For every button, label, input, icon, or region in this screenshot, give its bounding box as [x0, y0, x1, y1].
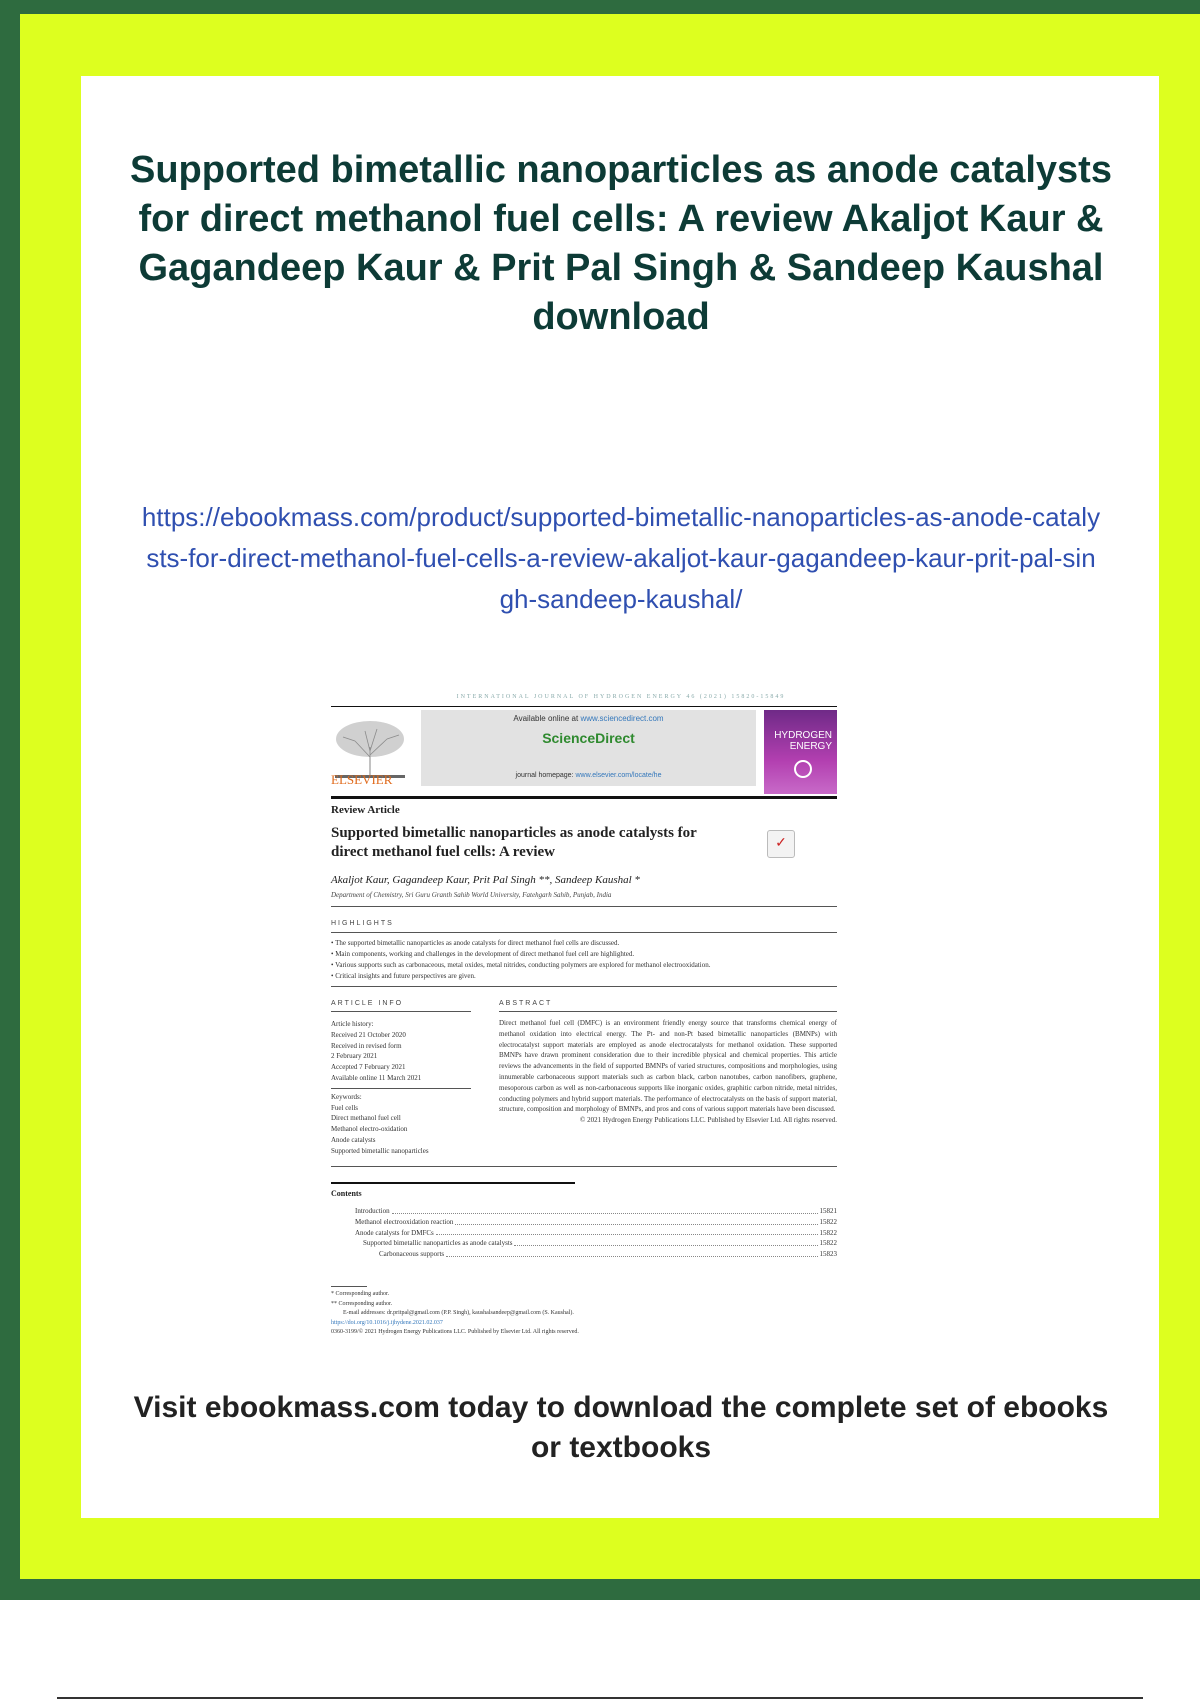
journal-line: INTERNATIONAL JOURNAL OF HYDROGEN ENERGY 46 (2021) 15820-15849 — [456, 694, 786, 700]
article-history: Article history: Received 21 October 2020 Received in revised form 2 February 2021 Accepted 7 February 2021 Available online 11 March 2021 — [331, 1020, 422, 1082]
toc-item[interactable]: Carbonaceous supports 15823 — [379, 1250, 837, 1259]
page-title: Supported bimetallic nanoparticles as anode catalysts for direct methanol fuel cells: A review Akaljot Kaur & Gagandeep Kaur & Prit Pal Singh & Sandeep Kaushal download — [130, 149, 1112, 338]
article-info-heading: ARTICLE INFO — [331, 1000, 404, 1007]
divider — [331, 1088, 471, 1089]
email-addresses: E-mail addresses: dr.pritpal@gmail.com (P.P. Singh), kaushalsandeep@gmail.com (S. Kaushal). — [343, 1310, 574, 1316]
journal-cover-thumbnail — [764, 710, 837, 794]
issn-line: 0360-3199/© 2021 Hydrogen Energy Publications LLC. Published by Elsevier Ltd. All rights reserved. — [331, 1329, 579, 1335]
footnote: * Corresponding author. — [331, 1291, 390, 1297]
divider — [331, 1166, 837, 1167]
highlight-item: • Critical insights and future perspectives are given. — [331, 972, 476, 980]
check-for-updates-icon[interactable]: ✓ — [767, 830, 795, 858]
article-type: Review Article — [331, 804, 400, 816]
footnote-rule — [331, 1286, 367, 1287]
download-link[interactable]: https://ebookmass.com/product/supported-bimetallic-nanoparticles-as-anode-catalysts-for-direct-methanol-fuel-cells-a-review-akaljot-kaur-gagandeep-kaur-prit-pal-singh-sandeep-kaushal/ — [141, 502, 1101, 614]
article-authors: Akaljot Kaur, Gagandeep Kaur, Prit Pal Singh **, Sandeep Kaushal * — [331, 874, 640, 886]
page-bottom-rule — [57, 1697, 1143, 1699]
toc-item[interactable]: Supported bimetallic nanoparticles as anode catalysts 15822 — [363, 1239, 837, 1248]
sciencedirect-url[interactable]: www.sciencedirect.com — [580, 714, 664, 723]
available-online: Available online at www.sciencedirect.com — [513, 714, 664, 723]
contents-rule — [331, 1182, 575, 1184]
abstract-text: Direct methanol fuel cell (DMFC) is an environment friendly energy source that transforms chemical energy of methanol oxidation into electrical energy. The Pt- and non-Pt based bimetallic nanoparticles (BMNPs) with electrocatalyst support materials are employed as anode electrocatalysts for methanol oxidation. These supported BMNPs have drawn prominent consideration due to their incredible physical and chemical properties. This article reviews the advancements in the field of supported BMNPs of varied structures, compositions and morphologies, using innumerable carbonaceous support materials such as carbon black, carbon nanotubes, carbon nanofibers, graphene, mesoporous carbon as well as non-carbonaceous supports like inorganic oxides, graphitic carbon nitride, metal nitrides, conducting polymers and hybrid support materials. The performance of electrocatalysts on the basis of support material, structure, composition and morphology of BMNPs, and pros and cons of various support materials have been discussed. — [499, 1019, 837, 1114]
footnote: ** Corresponding author. — [331, 1300, 393, 1307]
divider — [499, 1011, 837, 1012]
article-info — [331, 1019, 471, 1157]
homepage-url[interactable]: www.elsevier.com/locate/he — [575, 772, 662, 779]
toc-item[interactable]: Methanol electrooxidation reaction 15822 — [355, 1217, 837, 1226]
article-preview — [331, 694, 911, 1369]
highlights-heading: HIGHLIGHTS — [331, 920, 394, 927]
cover-emblem-icon — [794, 760, 812, 778]
divider — [331, 1011, 471, 1012]
article-affiliation: Department of Chemistry, Sri Guru Granth Sahib World University, Fatehgarh Sahib, Punjab, India — [331, 891, 612, 899]
contents-heading: Contents — [331, 1189, 362, 1198]
header-rule — [331, 796, 837, 799]
abstract-heading: ABSTRACT — [499, 1000, 553, 1007]
publisher-name: ELSEVIER — [331, 772, 393, 787]
highlight-item: • Various supports such as carbonaceous, metal oxides, metal nitrides, conducting polymers are explored for methanol electrooxidation. — [331, 961, 711, 969]
sciencedirect-banner — [421, 710, 756, 786]
highlight-item: • The supported bimetallic nanoparticles as anode catalysts for direct methanol fuel cells are discussed. — [331, 939, 620, 947]
article-abstract — [499, 1018, 837, 1126]
table-of-contents — [355, 1206, 837, 1260]
divider — [331, 706, 837, 707]
toc-item[interactable]: Introduction 15821 — [355, 1207, 837, 1215]
divider — [331, 986, 837, 987]
divider — [331, 906, 837, 907]
sciencedirect-wordmark: ScienceDirect — [542, 730, 635, 746]
footnotes — [331, 1290, 837, 1338]
article-title: Supported bimetallic nanoparticles as anode catalysts for direct methanol fuel cells: A review — [331, 825, 697, 860]
copyright-line: © 2021 Hydrogen Energy Publications LLC. Published by Elsevier Ltd. All rights reserved. — [580, 1116, 837, 1125]
content-card — [81, 76, 1159, 1518]
divider — [331, 932, 837, 933]
toc-item[interactable]: Anode catalysts for DMFCs 15822 — [355, 1228, 837, 1237]
article-keywords: Keywords: Fuel cells Direct methanol fuel cell Methanol electro-oxidation Anode catalysts Supported bimetallic nanoparticles — [331, 1092, 429, 1155]
journal-homepage: journal homepage: www.elsevier.com/locate/he — [515, 772, 662, 779]
doi-link[interactable]: https://doi.org/10.1016/j.ijhydene.2021.02.037 — [331, 1319, 443, 1326]
cover-title: HYDROGEN ENERGY — [774, 730, 832, 752]
highlight-item: • Main components, working and challenges in the development of direct methanol fuel cell are highlighted. — [331, 950, 635, 958]
call-to-action: Visit ebookmass.com today to download the complete set of ebooks or textbooks — [133, 1391, 1109, 1464]
